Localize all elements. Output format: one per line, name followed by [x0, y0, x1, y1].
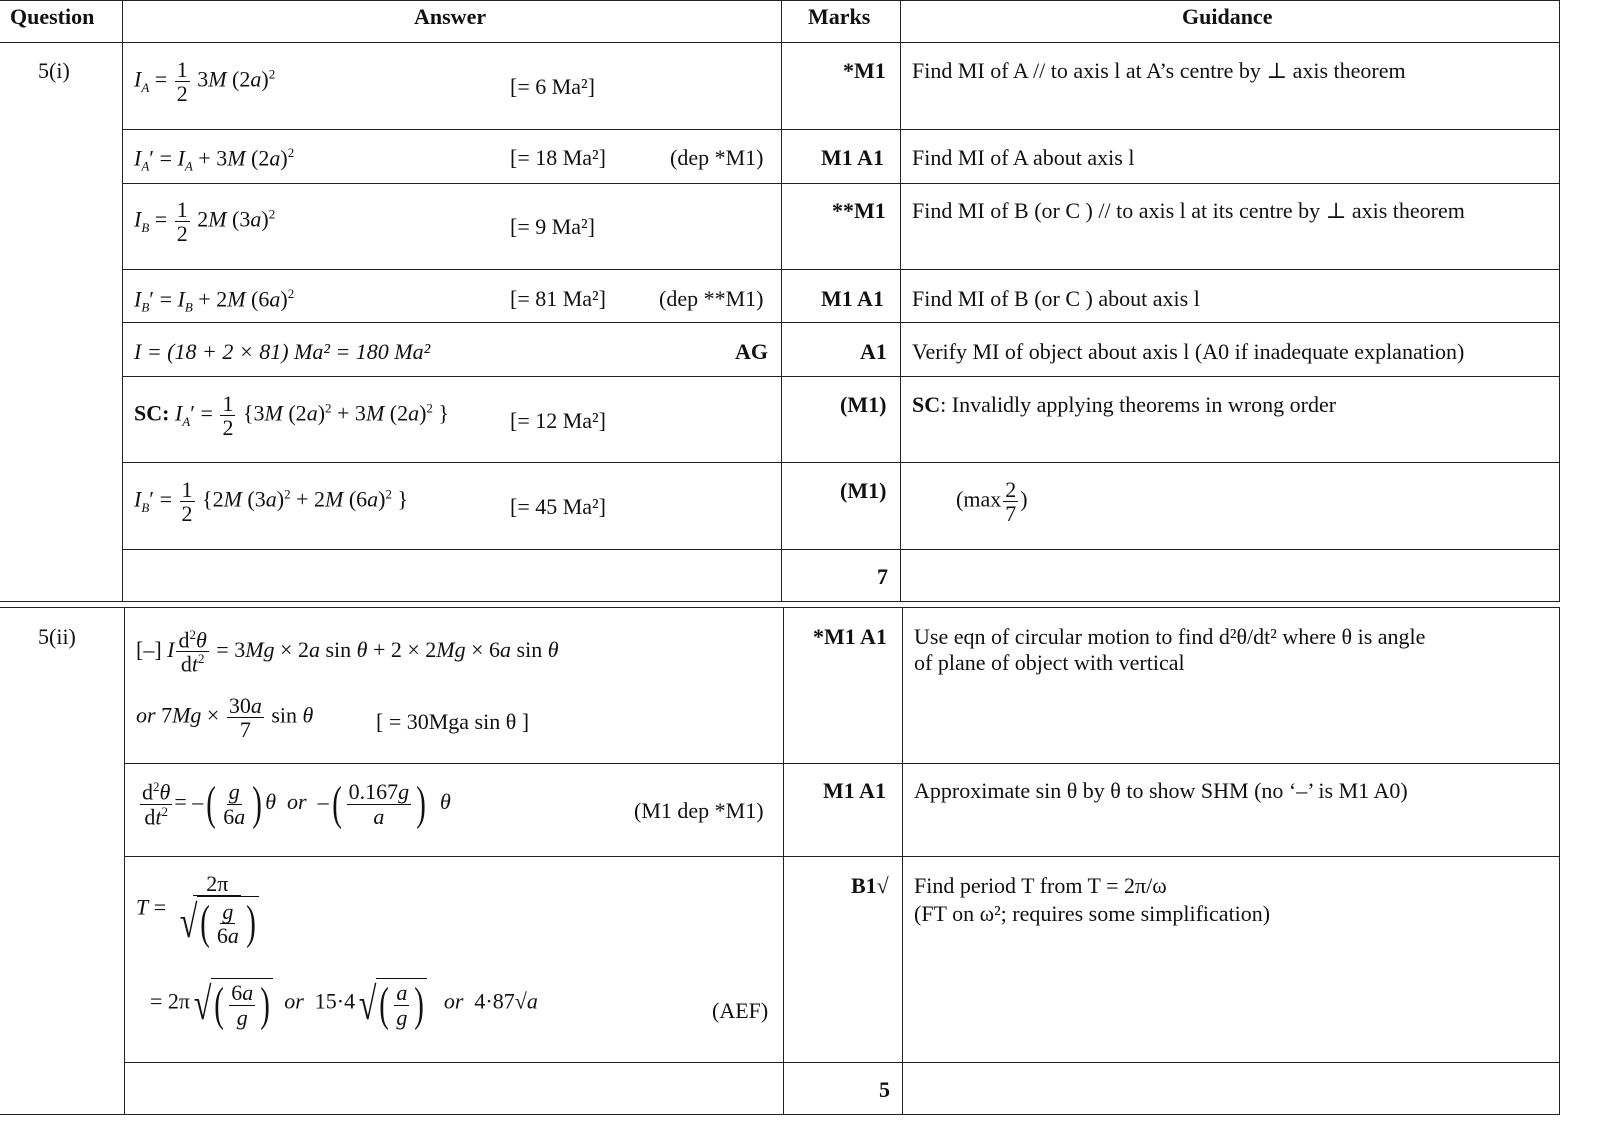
answer-formula: $\frac{d^2\theta}{dt^2}$ = – ( g 6a ) θ or – ( 0.167g a ) θ [142, 777, 451, 830]
answer-formula: $I_A' = I_A + 3M$ $(2a)^2$ [134, 145, 295, 174]
answer-formula: $I_A$ = $\frac{1}{2}$ 3M $(2a)^2$ [134, 57, 276, 107]
guidance-text: Verify MI of object about axis l (A0 if inadequate explanation) [912, 339, 1465, 364]
column-rule [1559, 0, 1560, 602]
answer-formula: SC: $I_A'$ = $\frac{1}{2}$ {3M $(2a)^2 + 3M$ $(2a)^2$ } [134, 391, 449, 441]
header-answer: Answer [414, 4, 487, 29]
marks-total: 7 [877, 564, 888, 589]
guidance-sc-label: SC [912, 392, 941, 417]
guidance-text: Use eqn of circular motion to find d²θ/dt² where θ is angle [914, 624, 1426, 649]
answer-note: [= 12 Ma²] [510, 408, 606, 433]
dependency-note: (M1 dep *M1) [634, 798, 764, 823]
guidance-text: of plane of object with vertical [914, 650, 1185, 675]
answer-note: [= 6 Ma²] [510, 74, 595, 99]
column-rule [900, 0, 901, 602]
dependency-note: (dep **M1) [659, 286, 764, 311]
question-label: 5(ii) [38, 624, 76, 649]
guidance-text: Find MI of A about axis l [912, 145, 1135, 170]
answer-tag: (AEF) [712, 998, 769, 1023]
answer-note: [= 9 Ma²] [510, 214, 595, 239]
answer-formula: [–] I $\frac{d^2\theta}{dt^2}$ = 3Mg × 2a sin θ + 2 × 2Mg × 6a sin θ [136, 627, 559, 677]
answer-note: [= 81 Ma²] [510, 286, 606, 311]
row-rule [122, 322, 1560, 323]
answer-formula: I = (18 + 2 × 81) Ma² = 180 Ma² [134, 339, 431, 364]
guidance-max-label: (max [956, 486, 1002, 512]
column-rule [122, 0, 123, 602]
answer-formula: $I_B$ = $\frac{1}{2}$ 2M $(3a)^2$ [134, 197, 276, 247]
marks-cell: M1 A1 [821, 145, 884, 170]
marks-cell: *M1 A1 [813, 624, 887, 649]
row-rule [124, 856, 1560, 857]
question-label: 5(i) [38, 58, 70, 83]
marks-total: 5 [879, 1077, 890, 1102]
answer-note: [= 18 Ma²] [510, 145, 606, 170]
guidance-max-den: 7 [1005, 501, 1017, 527]
row-rule [124, 1062, 1560, 1063]
guidance-text: Find MI of B (or C ) // to axis l at its centre by ⊥ axis theorem [912, 198, 1465, 223]
column-rule [902, 607, 903, 1115]
marks-cell: *M1 [843, 58, 886, 83]
header-top-rule [0, 0, 1560, 1]
guidance-sc-text: : Invalidly applying theorems in wrong order [940, 392, 1337, 417]
answer-formula: T = 2π √ ( g 6a ) [136, 872, 263, 947]
row-rule [122, 183, 1560, 184]
answer-tag: AG [735, 339, 768, 364]
answer-formula: or 7Mg × $\frac{30a}{7}$ sin θ [136, 693, 314, 743]
marks-cell: M1 A1 [821, 286, 884, 311]
header-guidance: Guidance [1182, 4, 1273, 29]
column-rule [783, 607, 784, 1115]
marks-cell: **M1 [832, 198, 886, 223]
row-rule [122, 376, 1560, 377]
answer-note: [= 45 Ma²] [510, 494, 606, 519]
guidance-text: Approximate sin θ by θ to show SHM (no ‘–’ is M1 A0) [914, 778, 1408, 803]
guidance-text: Find MI of A // to axis l at A’s centre by ⊥ axis theorem [912, 58, 1406, 83]
marks-cell: M1 A1 [823, 778, 886, 803]
answer-formula: = 2π √ ( 6a g ) or 15·4 √ ( a g ) or 4·87√a [150, 977, 538, 1031]
marks-cell: (M1) [840, 392, 887, 417]
guidance-max-num: 2 [1005, 477, 1017, 502]
column-rule [781, 0, 782, 602]
row-rule [122, 269, 1560, 270]
row-rule [122, 129, 1560, 130]
marks-cell: (M1) [840, 478, 887, 503]
dependency-note: (dep *M1) [670, 145, 764, 170]
guidance-text: (FT on ω²; requires some simplification) [914, 901, 1271, 926]
section-rule [0, 601, 1560, 602]
guidance-text [912, 392, 1336, 418]
answer-note: [ = 30Mga sin θ ] [376, 709, 530, 734]
row-rule [122, 549, 1560, 550]
guidance-max-end: ) [1020, 486, 1028, 512]
marks-cell: B1√ [851, 873, 889, 898]
row-rule [122, 462, 1560, 463]
answer-formula: $I_B'$ = $\frac{1}{2}$ {2M $(3a)^2 + 2M$ $(6a)^2$ } [134, 477, 409, 527]
guidance-text: Find period T from T = 2π/ω [914, 873, 1167, 898]
section-rule [0, 607, 1560, 608]
marks-cell: A1 [860, 339, 887, 364]
guidance-text: Find MI of B (or C ) about axis l [912, 286, 1200, 311]
header-question: Question [10, 4, 95, 29]
column-rule [124, 607, 125, 1115]
sc-label: SC: [134, 400, 170, 426]
answer-formula: $I_B' = I_B + 2M$ $(6a)^2$ [134, 286, 295, 315]
row-rule [124, 763, 1560, 764]
guidance-max [956, 478, 1028, 525]
table-bottom-rule [0, 1114, 1560, 1115]
header-bottom-rule [0, 42, 1560, 43]
header-marks: Marks [808, 4, 871, 29]
column-rule [1559, 607, 1560, 1115]
